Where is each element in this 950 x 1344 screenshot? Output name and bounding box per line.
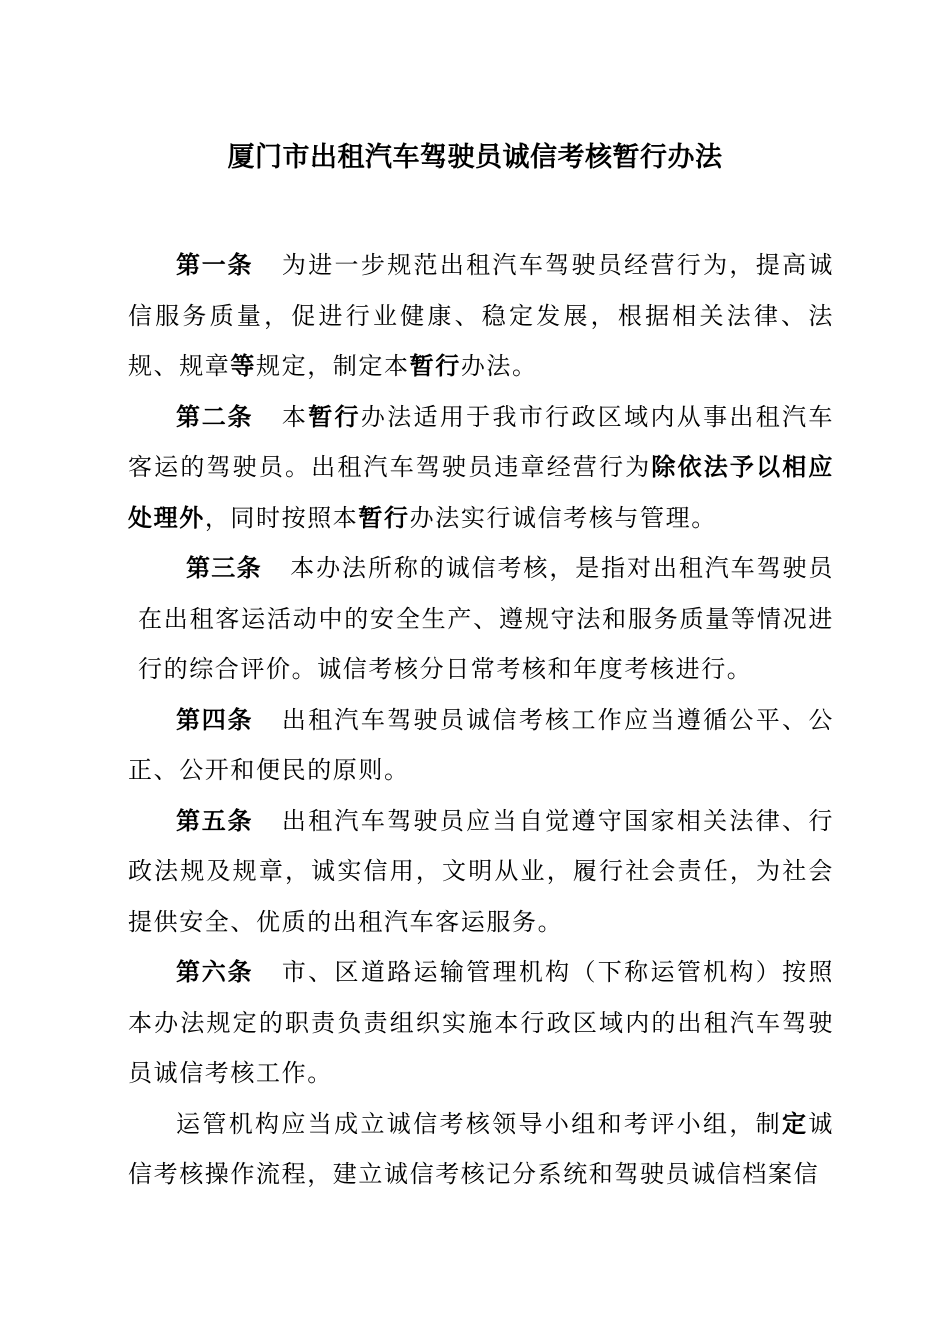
article-text: 本 — [281, 402, 309, 431]
article-number: 第一条 — [176, 251, 254, 279]
article-text-bold: 除依法予以相应处理外 — [128, 453, 835, 532]
article-text: 为进一步规范出租汽车驾驶员经营行为，提高诚信服务质量，促进行业健康、稳定发展，根据相关法律、法规、规章 — [128, 251, 835, 380]
article-1 — [128, 240, 834, 392]
article-3 — [128, 543, 834, 695]
document-body — [128, 240, 834, 1200]
article-text: 办法适用于我市行政区域内从事出租汽车客运的驾驶员。出租汽车驾驶员违章经营行为 — [128, 402, 834, 481]
article-text: 办法。 — [460, 352, 538, 380]
article-text: 办法实行诚信考核与管理。 — [409, 503, 717, 532]
article-text: 诚信考核操作流程，建立诚信考核记分系统和驾驶员诚信档案信 — [128, 1109, 834, 1188]
article-text: 规定，制定本 — [256, 352, 410, 380]
article-text-bold: 暂行 — [308, 402, 361, 431]
article-number: 第六条 — [176, 958, 254, 986]
article-number: 第四条 — [176, 705, 254, 734]
article-text: ，同时按照本 — [204, 503, 359, 532]
article-text-bold: 等 — [230, 352, 257, 380]
article-text-bold: 暂行 — [358, 503, 410, 532]
article-text: 出租汽车驾驶员诚信考核工作应当遵循公平、公正、公开和便民的原则。 — [128, 705, 835, 784]
article-2 — [128, 392, 834, 544]
article-text: 出租汽车驾驶员应当自觉遵守国家相关法律、行政法规及规章，诚实信用，文明从业，履行社会责任，为社会提供安全、优质的出租汽车客运服务。 — [128, 806, 835, 936]
article-text: 市、区道路运输管理机构（下称运管机构）按照本办法规定的职责负责组织实施本行政区域内的出租汽车驾驶员诚信考核工作。 — [128, 958, 835, 1087]
article-text-bold: 定 — [782, 1109, 809, 1138]
article-5 — [128, 796, 834, 948]
article-number: 第五条 — [176, 806, 254, 835]
article-text: 运管机构应当成立诚信考核领导小组和考评小组，制 — [176, 1109, 783, 1138]
article-number: 第三条 — [186, 554, 262, 582]
article-text: 本办法所称的诚信考核，是指对出租汽车驾驶员在出租客运活动中的安全生产、遵规守法和服务质量等情况进行的综合评价。诚信考核分日常考核和年度考核进行。 — [138, 554, 835, 683]
article-6 — [128, 947, 834, 1099]
document-title: 厦门市出租汽车驾驶员诚信考核暂行办法 — [227, 142, 723, 173]
article-number: 第二条 — [176, 402, 254, 431]
article-text-bold: 暂行 — [409, 352, 461, 380]
article-4 — [128, 695, 834, 796]
article-6-paragraph-2 — [128, 1099, 834, 1200]
